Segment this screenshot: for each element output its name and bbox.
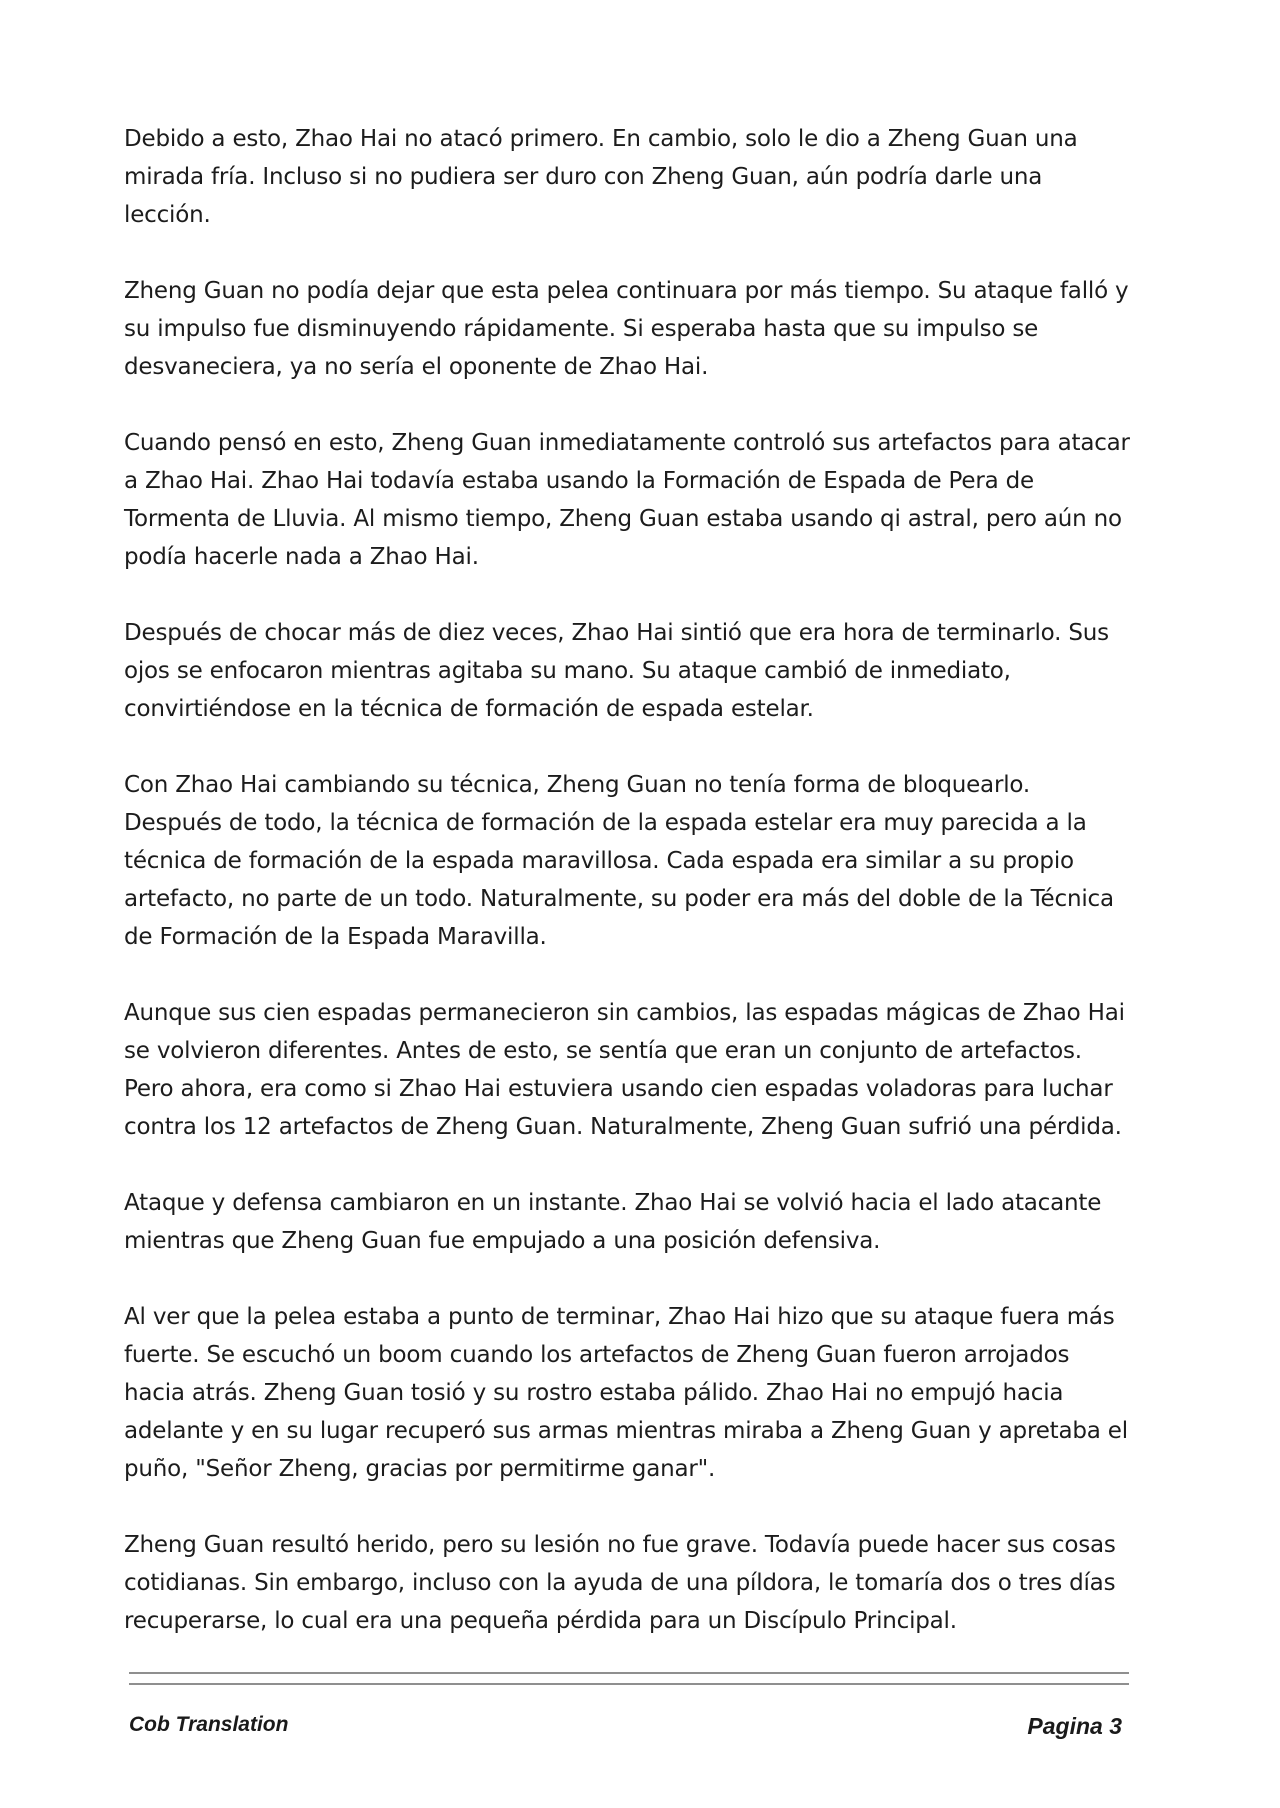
paragraph-5: Con Zhao Hai cambiando su técnica, Zheng Guan no tenía forma de bloquearlo. Después de todo, la técnica de formación de la espada estelar era muy parecida a la técnica de formación de la espada maravillosa. Cada espada era similar a su propio artefacto, no parte de un todo. Naturalmente, su poder era más del doble de la Técnica de Formación de la Espada Maravilla. [124, 772, 1114, 950]
document-body [124, 120, 1134, 1678]
paragraph-7: Ataque y defensa cambiaron en un instante. Zhao Hai se volvió hacia el lado atacante mientras que Zheng Guan fue empujado a una posición defensiva. [124, 1190, 1102, 1254]
paragraph-1: Debido a esto, Zhao Hai no atacó primero. En cambio, solo le dio a Zheng Guan una mirada fría. Incluso si no pudiera ser duro con Zheng Guan, aún podría darle una lección. [124, 126, 1078, 228]
paragraph-8: Al ver que la pelea estaba a punto de terminar, Zhao Hai hizo que su ataque fuera más fuerte. Se escuchó un boom cuando los artefactos de Zheng Guan fueron arrojados hacia atrás. Zheng Guan tosió y su rostro estaba pálido. Zhao Hai no empujó hacia adelante y en su lugar recuperó sus armas mientras miraba a Zheng Guan y apretaba el puño, "Señor Zheng, gracias por permitirme ganar". [124, 1304, 1128, 1482]
paragraph-4: Después de chocar más de diez veces, Zhao Hai sintió que era hora de terminarlo. Sus ojos se enfocaron mientras agitaba su mano. Su ataque cambió de inmediato, convirtiéndose en la técnica de formación de espada estelar. [124, 620, 1109, 722]
paragraph-3: Cuando pensó en esto, Zheng Guan inmediatamente controló sus artefactos para atacar a Zhao Hai. Zhao Hai todavía estaba usando la Formación de Espada de Pera de Tormenta de Lluvia. Al mismo tiempo, Zheng Guan estaba usando qi astral, pero aún no podía hacerle nada a Zhao Hai. [124, 430, 1130, 570]
paragraph-2: Zheng Guan no podía dejar que esta pelea continuara por más tiempo. Su ataque falló y su impulso fue disminuyendo rápidamente. Si esperaba hasta que su impulso se desvaneciera, ya no sería el oponente de Zhao Hai. [124, 278, 1129, 380]
page-number: Pagina 3 [1027, 1713, 1122, 1739]
footer-divider-top [129, 1672, 1129, 1674]
paragraph-6: Aunque sus cien espadas permanecieron sin cambios, las espadas mágicas de Zhao Hai se volvieron diferentes. Antes de esto, se sentía que eran un conjunto de artefactos. Pero ahora, era como si Zhao Hai estuviera usando cien espadas voladoras para luchar contra los 12 artefactos de Zheng Guan. Naturalmente, Zheng Guan sufrió una pérdida. [124, 1000, 1125, 1140]
paragraph-9: Zheng Guan resultó herido, pero su lesión no fue grave. Todavía puede hacer sus cosas cotidianas. Sin embargo, incluso con la ayuda de una píldora, le tomaría dos o tres días recuperarse, lo cual era una pequeña pérdida para un Discípulo Principal. [124, 1532, 1116, 1634]
footer-divider-bottom [129, 1683, 1129, 1685]
footer-credit: Cob Translation [129, 1713, 289, 1736]
